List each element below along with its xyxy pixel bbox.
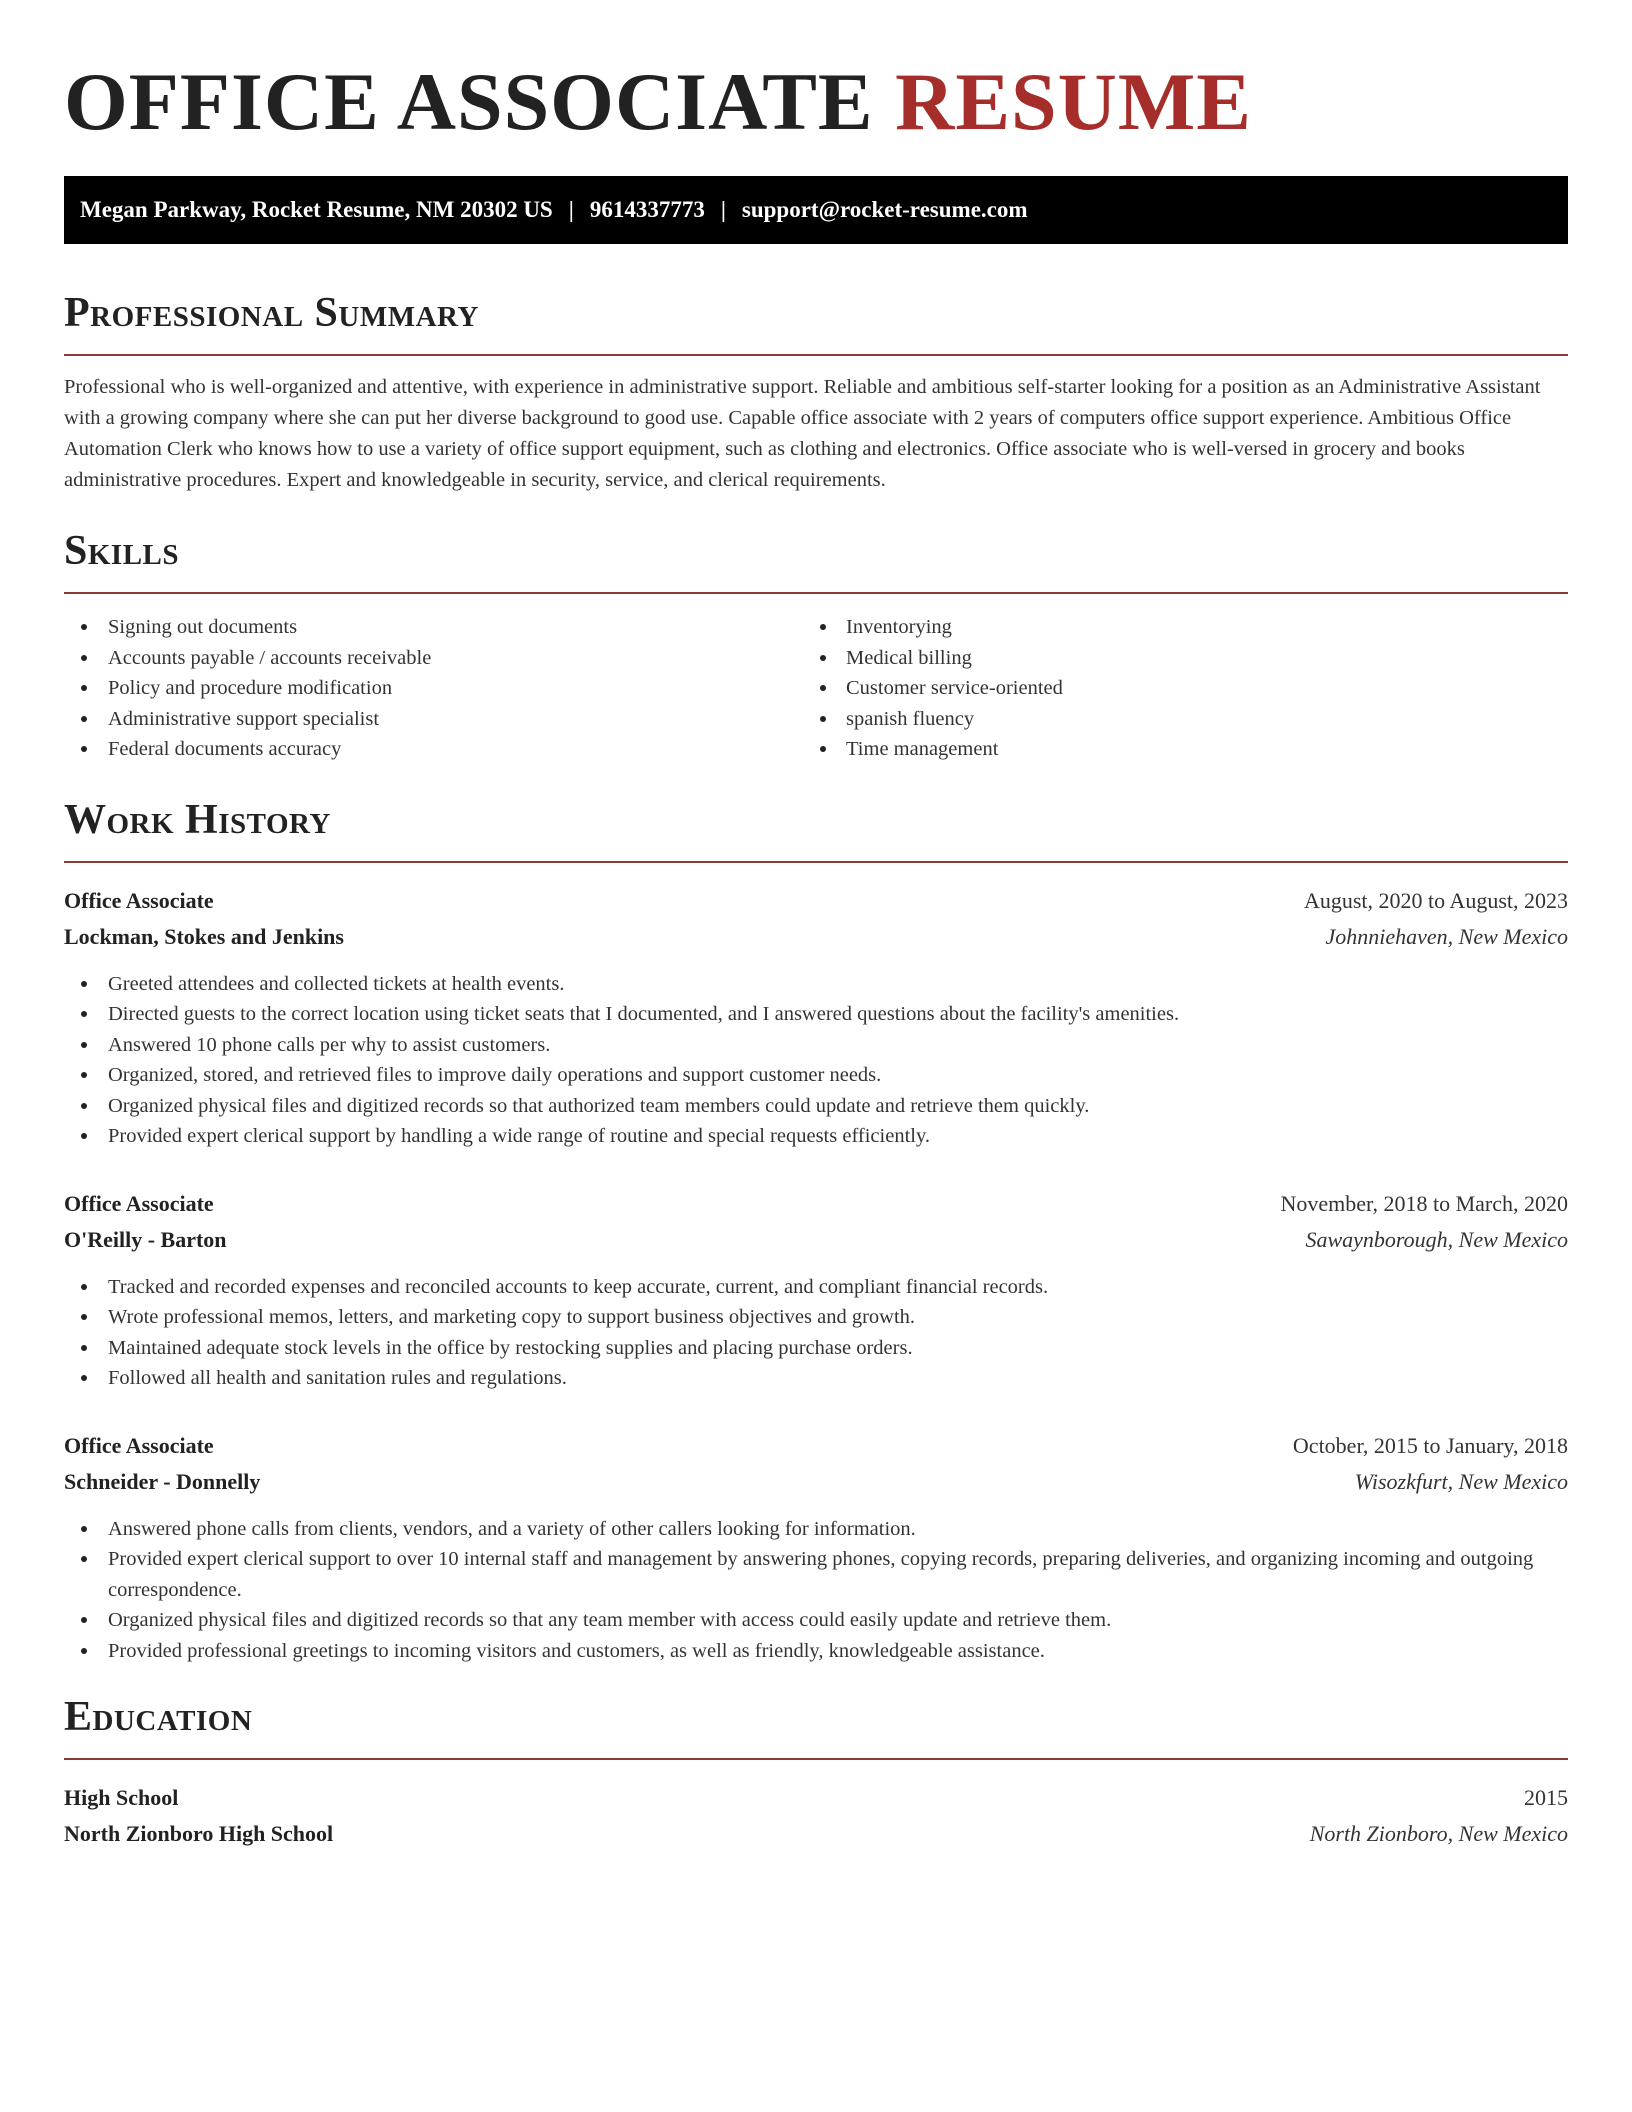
job-company: O'Reilly - Barton: [64, 1226, 227, 1252]
job-company: Lockman, Stokes and Jenkins: [64, 923, 344, 949]
section-heading-work-history: Work History: [64, 796, 331, 843]
job-duty-item: Answered phone calls from clients, vendors, and a variety of other callers looking for information.: [64, 1514, 1568, 1545]
job-duty-item: Directed guests to the correct location using ticket seats that I documented, and I answered questions about the facility's amenities.: [64, 999, 1568, 1030]
job-duty-item: Provided expert clerical support by handling a wide range of routine and special requests efficiently.: [64, 1121, 1568, 1152]
education-section: [64, 1692, 1568, 1852]
contact-bar: [64, 176, 1568, 244]
contact-separator: |: [720, 197, 726, 222]
job-header-row: [64, 1186, 1568, 1222]
job-company-row: [64, 1222, 1568, 1258]
summary-section: [64, 288, 1568, 496]
job-company-row: [64, 919, 1568, 955]
job-duty-item: Tracked and recorded expenses and reconciled accounts to keep accurate, current, and compliant financial records.: [64, 1272, 1568, 1303]
skills-list-right: [816, 612, 1568, 765]
summary-text: Professional who is well-organized and attentive, with experience in administrative support. Reliable and ambitious self-starter looking for a position as an Administrative Assistant with a growing company where she can put her diverse background to good use. Capable office associate with 2 years of computers office support experience. Ambitious Office Automation Clerk who knows how to use a variety of office support equipment, such as clothing and electronics. Office associate who is well-versed in grocery and books administrative procedures. Expert and knowledgeable in security, service, and clerical requirements.: [64, 376, 1541, 491]
job-duties-list: [64, 1272, 1568, 1394]
job-duties-list: [64, 969, 1568, 1152]
skill-item: Medical billing: [816, 643, 1568, 674]
section-divider: [64, 354, 1568, 356]
job-duty-item: Wrote professional memos, letters, and marketing copy to support business objectives and growth.: [64, 1302, 1568, 1333]
contact-separator: |: [568, 197, 574, 222]
title-main: OFFICE ASSOCIATE: [64, 56, 874, 147]
contact-phone: 9614337773: [589, 197, 705, 222]
job-duty-item: Followed all health and sanitation rules and regulations.: [64, 1363, 1568, 1394]
job-dates: November, 2018 to March, 2020: [1280, 1190, 1568, 1216]
job-location: Wisozkfurt, New Mexico: [1354, 1468, 1568, 1494]
job-entry: [64, 1428, 1568, 1667]
job-title: Office Associate: [64, 1190, 214, 1216]
job-duty-item: Organized, stored, and retrieved files to improve daily operations and support customer needs.: [64, 1060, 1568, 1091]
section-heading-summary: Professional Summary: [64, 290, 479, 336]
skills-list-left: [64, 612, 816, 765]
section-divider: [64, 861, 1568, 863]
contact-address: Megan Parkway, Rocket Resume, NM 20302 US: [80, 197, 553, 222]
skill-item: Policy and procedure modification: [64, 673, 816, 704]
skill-item: Federal documents accuracy: [64, 734, 816, 765]
job-header-row: [64, 1428, 1568, 1464]
skill-item: Administrative support specialist: [64, 704, 816, 735]
job-duty-item: Provided expert clerical support to over 10 internal staff and management by answering phones, copying records, preparing deliveries, and organizing incoming and outgoing correspondence.: [64, 1544, 1568, 1605]
job-duty-item: Greeted attendees and collected tickets at health events.: [64, 969, 1568, 1000]
job-duty-item: Organized physical files and digitized records so that authorized team members could update and retrieve them quickly.: [64, 1091, 1568, 1122]
education-degree: High School: [64, 1785, 179, 1810]
education-school: North Zionboro High School: [64, 1821, 334, 1846]
job-title: Office Associate: [64, 887, 214, 913]
section-heading-skills: Skills: [64, 528, 180, 574]
skills-grid: [64, 612, 1568, 765]
contact-email: support@rocket-resume.com: [741, 197, 1028, 222]
skill-item: Inventorying: [816, 612, 1568, 643]
section-divider: [64, 1758, 1568, 1760]
job-entry: [64, 883, 1568, 1152]
skill-item: Accounts payable / accounts receivable: [64, 643, 816, 674]
section-divider: [64, 592, 1568, 594]
job-company-row: [64, 1464, 1568, 1500]
job-location: Sawaynborough, New Mexico: [1305, 1226, 1568, 1252]
education-year: 2015: [1524, 1785, 1568, 1810]
education-location: North Zionboro, New Mexico: [1309, 1821, 1568, 1846]
job-location: Johnniehaven, New Mexico: [1325, 923, 1568, 949]
job-duty-item: Answered 10 phone calls per why to assist customers.: [64, 1030, 1568, 1061]
skill-item: spanish fluency: [816, 704, 1568, 735]
education-header-row: [64, 1780, 1568, 1816]
job-header-row: [64, 883, 1568, 919]
resume-title: [64, 56, 1568, 148]
job-company: Schneider - Donnelly: [64, 1468, 261, 1494]
job-duty-item: Maintained adequate stock levels in the office by restocking supplies and placing purchase orders.: [64, 1333, 1568, 1364]
job-title: Office Associate: [64, 1432, 214, 1458]
title-accent: RESUME: [895, 56, 1252, 147]
skill-item: Time management: [816, 734, 1568, 765]
skills-section: [64, 526, 1568, 765]
job-dates: October, 2015 to January, 2018: [1292, 1432, 1568, 1458]
work-history-section: [64, 795, 1568, 1667]
education-school-row: [64, 1816, 1568, 1852]
job-duties-list: [64, 1514, 1568, 1667]
job-entry: [64, 1186, 1568, 1394]
skill-item: Signing out documents: [64, 612, 816, 643]
job-dates: August, 2020 to August, 2023: [1303, 887, 1568, 913]
education-entry: [64, 1780, 1568, 1852]
job-duty-item: Organized physical files and digitized records so that any team member with access could easily update and retrieve them.: [64, 1605, 1568, 1636]
section-heading-education: Education: [64, 1694, 253, 1740]
job-duty-item: Provided professional greetings to incoming visitors and customers, as well as friendly, knowledgeable assistance.: [64, 1636, 1568, 1667]
skill-item: Customer service-oriented: [816, 673, 1568, 704]
